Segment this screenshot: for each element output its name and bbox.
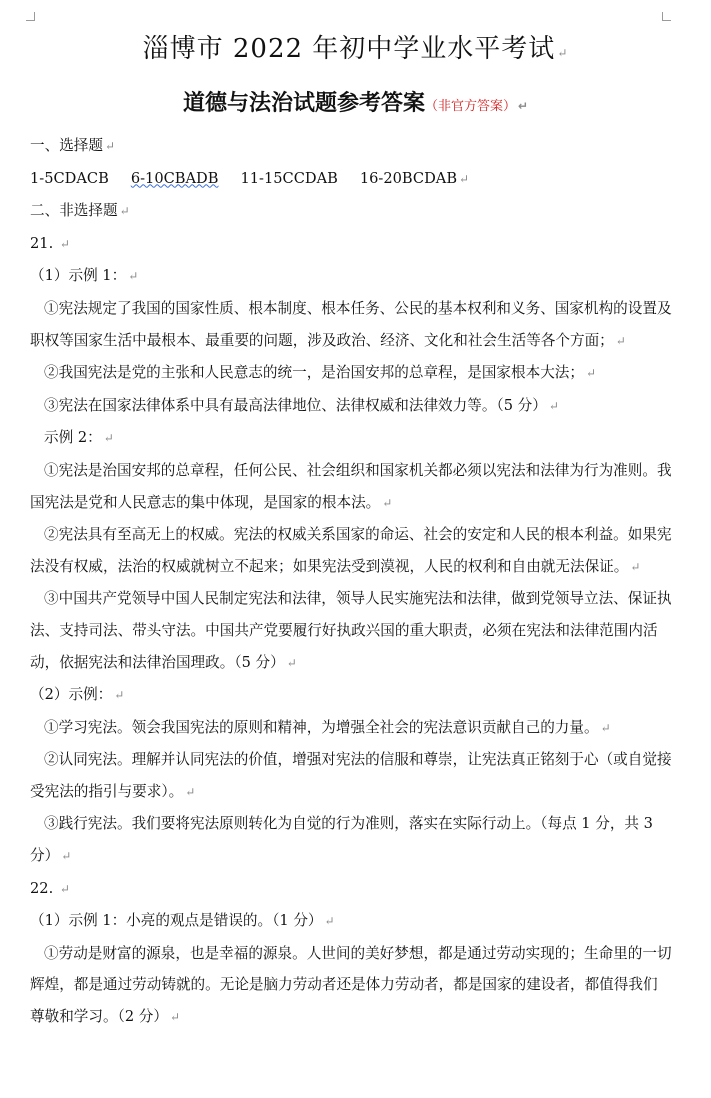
document-title-text: 淄博市 2022 年初中学业水平考试 <box>142 34 556 64</box>
q21-example2: 示例 2： ↵ <box>44 429 114 447</box>
paragraph-mark-icon: ↵ <box>286 655 297 670</box>
paragraph-mark-icon: ↵ <box>459 171 470 186</box>
paragraph-mark-icon: ↵ <box>557 46 569 60</box>
choice-heading: 一、选择题 ↵ <box>30 137 116 154</box>
q21-part2: （2）示例： ↵ <box>30 686 125 704</box>
nonchoice-heading: 二、非选择题 ↵ <box>30 202 130 220</box>
page-corner-mark-left <box>26 12 35 21</box>
document-subtitle-text: 道德与法治试题参考答案 <box>182 91 425 116</box>
choice-answer-11-15: 11-15CCDAB <box>240 169 338 187</box>
q22-point1: ①劳动是财富的源泉，也是幸福的源泉。人世间的美好梦想，都是通过劳动实现的；生命里的一切辉煌，都是通过劳动铸就的。无论是脑力劳动者还是体力劳动者，都是国家的建设者，都值得我们尊敬和学习。（2 分） ↵ <box>30 944 672 1026</box>
paragraph-mark-icon: ↵ <box>585 366 597 381</box>
paragraph-mark-icon: ↵ <box>324 914 335 929</box>
paragraph-mark-icon: ↵ <box>600 720 611 735</box>
q21-e2-point2: ②宪法具有至高无上的权威。宪法的权威关系国家的命运、社会的安定和人民的根本利益。如果宪法没有权威，法治的权威就树立不起来；如果宪法受到漠视，人民的权利和自由就无法保证。 ↵ <box>30 526 672 575</box>
document-title <box>0 28 711 65</box>
q21-part2-point3: ③践行宪法。我们要将宪法原则转化为自觉的行为准则，落实在实际行动上。（每点 1 分，共 3 分） ↵ <box>30 815 653 865</box>
q21-e1-point2: ②我国宪法是党的主张和人民意志的统一，是治国安邦的总章程，是国家根本大法； ↵ <box>44 364 597 382</box>
paragraph-mark-icon: ↵ <box>114 688 125 703</box>
choice-answers <box>30 163 672 196</box>
question-21-number: 21. ↵ <box>30 234 70 252</box>
q21-part2-point2: ②认同宪法。理解并认同宪法的价值，增强对宪法的信服和尊崇，让宪法真正铭刻于心（或自觉接受宪法的指引与要求）。 ↵ <box>30 751 672 800</box>
paragraph-mark-icon: ↵ <box>169 1010 181 1025</box>
paragraph-mark-icon: ↵ <box>103 431 114 446</box>
page-corner-mark-right <box>662 12 671 21</box>
answer-body <box>30 130 672 1034</box>
q21-e2-point1: ①宪法是治国安邦的总章程，任何公民、社会组织和国家机关都必须以宪法和法律为行为准则。我国宪法是党和人民意志的集中体现，是国家的根本法。 ↵ <box>30 461 672 511</box>
paragraph-mark-icon: ↵ <box>185 784 196 799</box>
q22-part1: （1）示例 1：小亮的观点是错误的。（1 分） ↵ <box>30 912 335 930</box>
choice-answer-6-10: 6-10CBADB <box>130 169 219 187</box>
paragraph-mark-icon: ↵ <box>128 269 139 284</box>
paragraph-mark-icon: ↵ <box>382 495 393 510</box>
paragraph-mark-icon: ↵ <box>61 849 72 864</box>
question-22-number: 22. ↵ <box>30 879 70 897</box>
choice-answer-1-5: 1-5CDACB <box>30 169 109 187</box>
q21-part1-example1: （1）示例 1： ↵ <box>30 267 139 285</box>
paragraph-mark-icon: ↵ <box>119 204 130 219</box>
paragraph-mark-icon: ↵ <box>630 559 641 574</box>
unofficial-note: （非官方答案） <box>424 99 516 114</box>
paragraph-mark-icon: ↵ <box>104 139 116 153</box>
document-subtitle <box>0 86 711 117</box>
paragraph-mark-icon: ↵ <box>615 333 626 348</box>
q21-e2-point3: ③中国共产党领导中国人民制定宪法和法律，领导人民实施宪法和法律，做到党领导立法、保证执法、支持司法、带头守法。中国共产党要履行好执政兴国的重大职责，必须在宪法和法律范围内活动，依据宪法和法律治国理政。（5 分） ↵ <box>30 590 672 671</box>
paragraph-mark-icon: ↵ <box>59 236 70 251</box>
q21-part2-point1: ①学习宪法。领会我国宪法的原则和精神，为增强全社会的宪法意识贡献自己的力量。 ↵ <box>44 718 611 736</box>
choice-answer-16-20: 16-20BCDAB <box>359 169 458 187</box>
paragraph-mark-icon: ↵ <box>548 398 559 413</box>
paragraph-mark-icon: ↵ <box>59 881 70 896</box>
q21-e1-point3: ③宪法在国家法律体系中具有最高法律地位、法律权威和法律效力等。（5 分） ↵ <box>44 396 559 414</box>
paragraph-mark-icon: ↵ <box>517 99 529 113</box>
q21-e1-point1: ①宪法规定了我国的国家性质、根本制度、根本任务、公民的基本权利和义务、国家机构的设置及职权等国家生活中最根本、最重要的问题，涉及政治、经济、文化和社会生活等各个方面； ↵ <box>30 299 672 349</box>
